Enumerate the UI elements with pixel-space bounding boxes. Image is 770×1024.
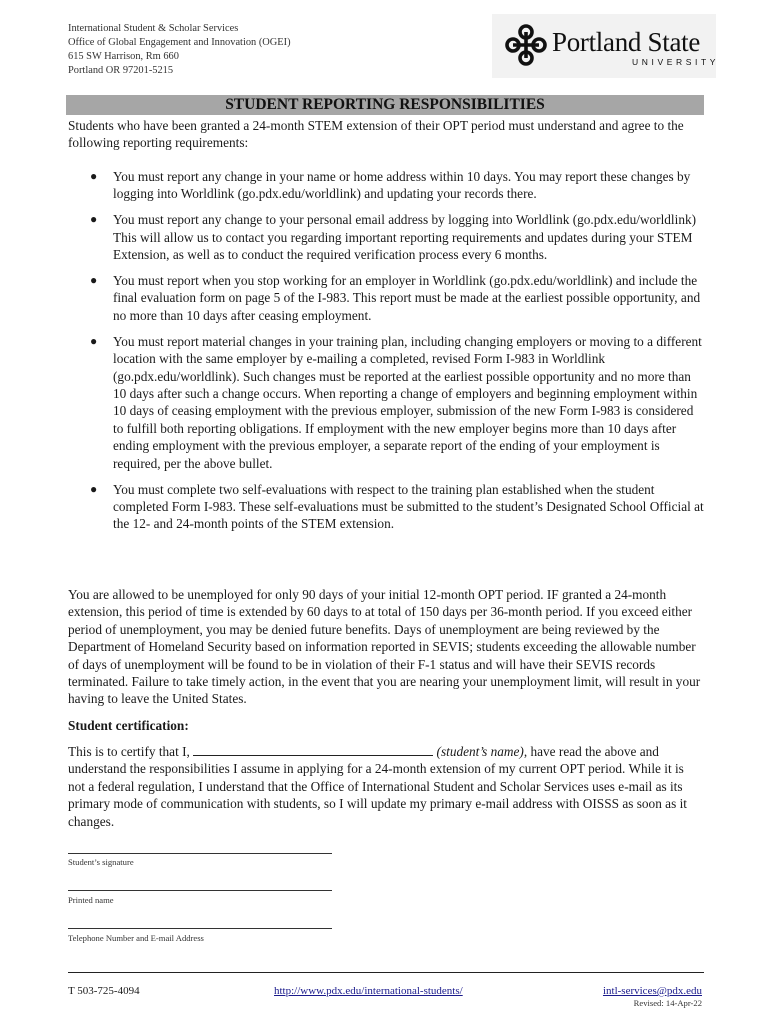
logo-subtitle: UNIVERSITY xyxy=(632,57,720,67)
revision-date: Revised: 14-Apr-22 xyxy=(633,998,702,1008)
student-name-hint: (student’s name) xyxy=(436,744,524,759)
list-item xyxy=(68,481,704,533)
list-item-text: You must complete two self-evaluations with respect to the training plan established when the student completed Form I-983. These self-evaluations must be submitted to the student’s Designated School Official at the 12- and 24-month points of the STEM extension. xyxy=(113,481,704,532)
contact-field[interactable] xyxy=(68,928,332,929)
address-line: International Student & Scholar Services xyxy=(68,23,239,34)
footer-phone: T 503-725-4094 xyxy=(68,985,140,997)
list-item-text: You must report any change to your personal email address by logging into Worldlink (go.pdx.edu/worldlink) This will allow us to contact you regarding important reporting requirements and updates during your STEM Extension, as well as to conduct the required verification process every 6 months. xyxy=(113,212,697,263)
printed-name-field[interactable] xyxy=(68,890,332,891)
university-logo xyxy=(492,14,720,78)
address-line: Office of Global Engagement and Innovation (OGEI) xyxy=(68,37,291,48)
certification-suffix: , have read the above and understand the responsibilities I assume in applying for a 24-month extension of my current OPT period. While it is not a federal regulation, I understand that the Office of International Student and Scholar Services uses e-mail as its primary mode of communication with students, so I will update my primary e-mail address with OISSS as soon as it changes. xyxy=(68,744,687,829)
bullet-icon: ● xyxy=(90,273,98,288)
bullet-icon: ● xyxy=(90,169,98,183)
printed-name-label: Printed name xyxy=(68,895,114,905)
student-name-field[interactable] xyxy=(193,744,433,756)
bullet-icon: ● xyxy=(90,333,98,348)
address-line: Portland OR 97201-5215 xyxy=(68,65,174,76)
certification-heading: Student certification: xyxy=(68,718,189,733)
psu-logo-icon xyxy=(505,24,547,66)
address-line: 615 SW Harrison, Rm 660 xyxy=(68,51,179,62)
bullet-icon: ● xyxy=(90,212,98,227)
signature-label: Student’s signature xyxy=(68,857,134,867)
intro-paragraph: Students who have been granted a 24-month STEM extension of their OPT period must understand and agree to the following reporting requirements: xyxy=(68,118,684,151)
requirements-list xyxy=(68,168,704,541)
bullet-icon: ● xyxy=(90,481,98,496)
list-item xyxy=(68,168,704,203)
certification-paragraph xyxy=(68,743,704,830)
list-item-text: You must report any change in your name or home address within 10 days. You may report these changes by logging into Worldlink (go.pdx.edu/worldlink) and updating your records there. xyxy=(113,169,691,202)
unemployment-paragraph: You are allowed to be unemployed for only 90 days of your initial 12-month OPT period. IF granted a 24-month extension, this period of time is extended by 60 days to at total of 150 days per 36-month period. If you exceed either period of unemployment, you may be denied future benefits. Days of unemployment are being reviewed by the Department of Homeland Security based on information reported in SEVIS; students exceeding the allowable number of days of unemployment will be found to be in violation of their F-1 status and will have their SEVIS records terminated. Failure to take timely action, in the event that you are nearing your unemployment limit, will result in your having to leave the United States. xyxy=(68,587,701,707)
footer-divider xyxy=(68,972,704,973)
certification-prefix: This is to certify that I, xyxy=(68,744,190,759)
list-item-text: You must report when you stop working for an employer in Worldlink (go.pdx.edu/worldlink) and include the final evaluation form on page 5 of the I-983. This report must be made at the earliest possible opportunity, and no more than 10 days after ceasing employment. xyxy=(113,273,701,323)
list-item-text: You must report material changes in your training plan, including changing employers or moving to a different location with the same employer by e-mailing a completed, revised Form I-983 in Worldlink (go.pdx.edu/worldlink). Such changes must be reported at the earliest possible opportunity and no more than 10 days after such a change occurs. When reporting a change of employers and beginning employment within 10 days of ceasing employment with the previous employer, submission of the new Form I-983 is considered to fulfill both reporting obligations. If employment with the new employer begins more than 10 days after ending employment with the previous employer, a separate report of the ending of your employment is required, per the above bullet. xyxy=(113,333,702,471)
page-title: STUDENT REPORTING RESPONSIBILITIES xyxy=(66,95,704,115)
office-address xyxy=(68,22,291,78)
contact-label: Telephone Number and E-mail Address xyxy=(68,933,204,943)
website-link[interactable]: http://www.pdx.edu/international-students/ xyxy=(274,985,463,997)
list-item xyxy=(68,211,704,263)
logo-wordmark: Portland State xyxy=(552,27,701,57)
email-link[interactable]: intl-services@pdx.edu xyxy=(602,985,702,997)
list-item xyxy=(68,333,704,472)
list-item xyxy=(68,272,704,324)
signature-field[interactable] xyxy=(68,853,332,854)
